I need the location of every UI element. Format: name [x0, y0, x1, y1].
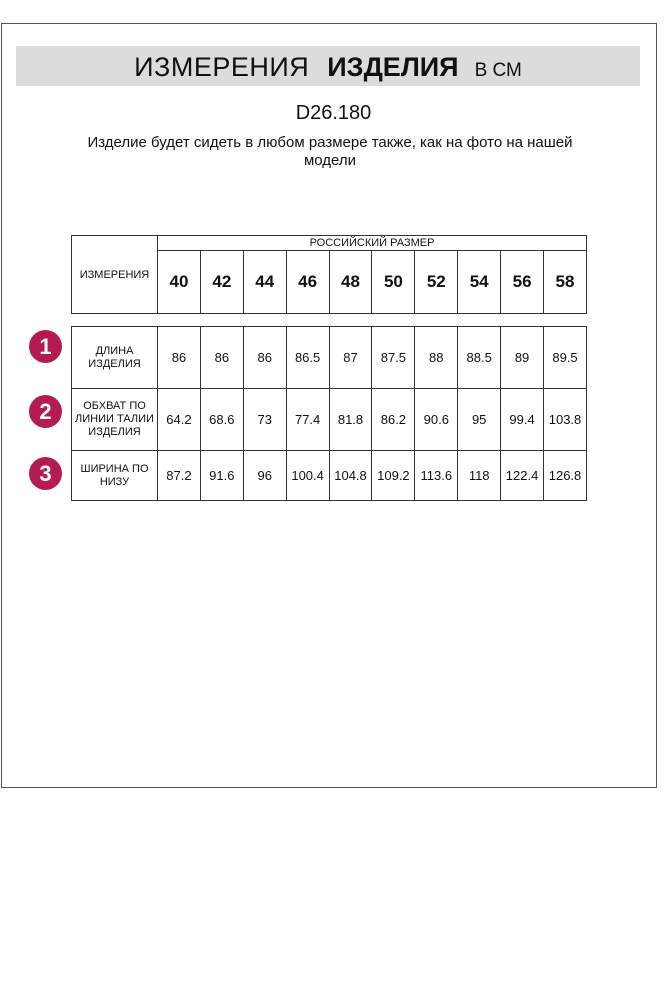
table-cell: 91.6: [200, 451, 243, 501]
table-cell: 87.5: [372, 327, 415, 389]
badge-3: 3: [29, 457, 62, 490]
table-cell: 87.2: [158, 451, 201, 501]
title-part2: ИЗДЕЛИЯ: [327, 52, 459, 82]
table-cell: 88: [415, 327, 458, 389]
size-header: 56: [501, 251, 544, 314]
table-cell: 86.5: [286, 327, 329, 389]
badge-2: 2: [29, 395, 62, 428]
table-row: [72, 389, 587, 451]
table-cell: 89.5: [544, 327, 587, 389]
size-header: 44: [243, 251, 286, 314]
table-cell: 77.4: [286, 389, 329, 451]
table-cell: 88.5: [458, 327, 501, 389]
table-cell: 90.6: [415, 389, 458, 451]
size-table: [71, 235, 587, 501]
size-header: 52: [415, 251, 458, 314]
table-cell: 126.8: [544, 451, 587, 501]
measure-label: ШИРИНА ПО НИЗУ: [72, 451, 158, 501]
size-header: 46: [286, 251, 329, 314]
table-cell: 68.6: [200, 389, 243, 451]
table-cell: 81.8: [329, 389, 372, 451]
table-cell: 99.4: [501, 389, 544, 451]
table-cell: 96: [243, 451, 286, 501]
size-header: 54: [458, 251, 501, 314]
table-row: [72, 327, 587, 389]
title-part1: ИЗМЕРЕНИЯ: [134, 52, 310, 82]
table-cell: 104.8: [329, 451, 372, 501]
table-cell: 86: [200, 327, 243, 389]
title-unit: В СМ: [474, 60, 522, 81]
table-cell: 103.8: [544, 389, 587, 451]
table-cell: 122.4: [501, 451, 544, 501]
subtitle: Изделие будет сидеть в любом размере также, как на фото на нашей модели: [87, 134, 573, 169]
badge-1: 1: [29, 330, 62, 363]
size-header: 50: [372, 251, 415, 314]
title-band: [16, 46, 640, 86]
table-cell: 86: [158, 327, 201, 389]
corner-label: ИЗМЕРЕНИЯ: [72, 236, 158, 314]
table-row: [72, 451, 587, 501]
table-cell: 64.2: [158, 389, 201, 451]
size-group-label: РОССИЙСКИЙ РАЗМЕР: [158, 236, 587, 251]
table-cell: 87: [329, 327, 372, 389]
size-header: 48: [329, 251, 372, 314]
product-code: D26.180: [295, 102, 372, 124]
table-cell: 89: [501, 327, 544, 389]
measure-label: ОБХВАТ ПО ЛИНИИ ТАЛИИ ИЗДЕЛИЯ: [72, 389, 158, 451]
size-header: 58: [544, 251, 587, 314]
table-cell: 95: [458, 389, 501, 451]
measure-label: ДЛИНА ИЗДЕЛИЯ: [72, 327, 158, 389]
table-cell: 86: [243, 327, 286, 389]
table-cell: 100.4: [286, 451, 329, 501]
size-header: 42: [200, 251, 243, 314]
table-cell: 113.6: [415, 451, 458, 501]
size-header: 40: [158, 251, 201, 314]
table-cell: 109.2: [372, 451, 415, 501]
table-cell: 86.2: [372, 389, 415, 451]
table-cell: 73: [243, 389, 286, 451]
table-cell: 118: [458, 451, 501, 501]
